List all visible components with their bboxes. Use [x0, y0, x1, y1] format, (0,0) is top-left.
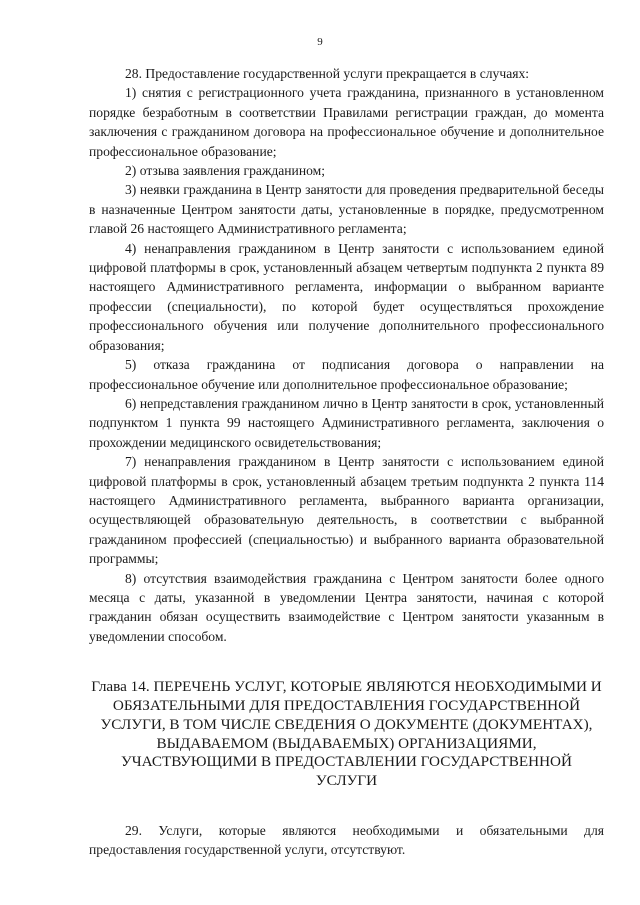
- clause-28-item-2: 2) отзыва заявления гражданином;: [125, 163, 326, 179]
- page-number: 9: [317, 36, 323, 48]
- document-body: [89, 64, 604, 860]
- clause-28-item-4: 4) ненаправления гражданином в Центр занятости с использованием единой цифровой платформы в срок, установленный абзацем четвертым подпункта 2 пункта 89 настоящего Административного регламента, информации о выбранном варианте профессии (специальности), по которой будет осуществляться прохождение профессионального обучения или получение дополнительного профессионального образования;: [89, 240, 604, 353]
- clause-28-item-3: 3) неявки гражданина в Центр занятости для проведения предварительной беседы в назначенные Центром занятости даты, установленные в порядке, предусмотренном главой 26 настоящего Административного регламента;: [89, 182, 604, 237]
- clause-28-item-6: 6) непредставления гражданином лично в Центр занятости в срок, установленный подпунктом 1 пункта 99 настоящего Административного регламента, заключения о прохождении медицинского освидетельствования;: [89, 395, 604, 450]
- clause-28-item-7: 7) ненаправления гражданином в Центр занятости с использованием единой цифровой платформы в срок, установленный абзацем третьим подпункта 2 пункта 114 настоящего Административного регламента, выбранного варианта организации, осуществляющей образовательную деятельность, в соответствии с выбранной гражданином профессией (специальностью) и выбранного варианта образовательной программы;: [89, 454, 604, 567]
- chapter-14-heading: Глава 14. ПЕРЕЧЕНЬ УСЛУГ, КОТОРЫЕ ЯВЛЯЮТСЯ НЕОБХОДИМЫМИ И ОБЯЗАТЕЛЬНЫМИ ДЛЯ ПРЕДОСТАВЛЕНИЯ ГОСУДАРСТВЕННОЙ УСЛУГИ, В ТОМ ЧИСЛЕ СВЕДЕНИЯ О ДОКУМЕНТЕ (ДОКУМЕНТАХ), ВЫДАВАЕМОМ (ВЫДАВАЕМЫХ) ОРГАНИЗАЦИЯМИ, УЧАСТВУЮЩИМИ В ПРЕДОСТАВЛЕНИИ ГОСУДАРСТВЕННОЙ УСЛУГИ: [91, 678, 602, 790]
- clause-28-item-1: 1) снятия с регистрационного учета гражданина, признанного в установленном порядке безработным в соответствии Правилами регистрации граждан, до момента заключения с гражданином договора на профессиональное обучение и дополнительное профессиональное образование;: [89, 85, 604, 159]
- clause-28-intro: 28. Предоставление государственной услуги прекращается в случаях:: [125, 66, 530, 81]
- clause-28-item-5: 5) отказа гражданина от подписания договора о направлении на профессиональное обучение или дополнительное профессиональное образование;: [89, 357, 604, 392]
- clause-28-item-8: 8) отсутствия взаимодействия гражданина с Центром занятости более одного месяца с даты, указанной в уведомлении Центра занятости, начиная с которой гражданин обязан осуществить взаимодействие с Центром занятости указанным в уведомлении способом.: [89, 570, 604, 644]
- clause-29: 29. Услуги, которые являются необходимыми и обязательными для предоставления государственной услуги, отсутствуют.: [89, 822, 604, 858]
